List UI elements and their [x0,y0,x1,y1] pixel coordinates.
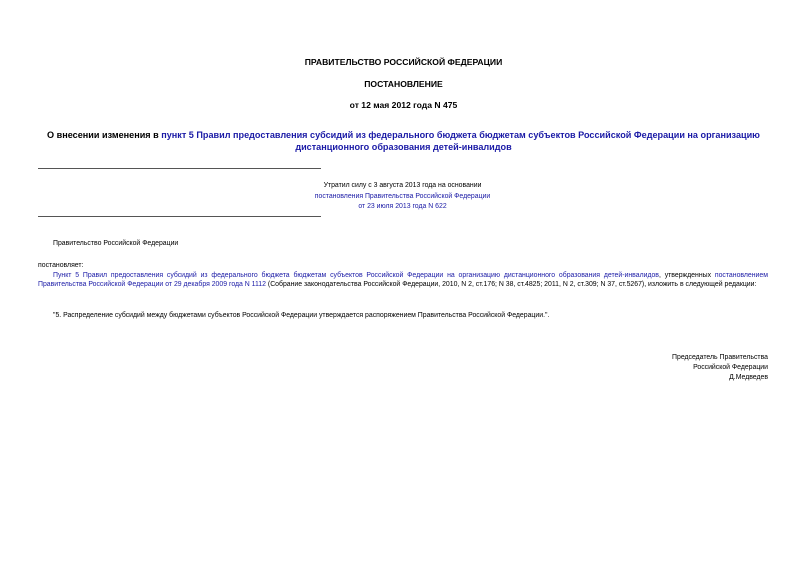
title-link[interactable]: пункт 5 Правил предоставления субсидий из федерального бюджета бюджетам субъектов Российской Федерации на организацию дистанционного образования детей-инвалидов [161,130,760,152]
amendment-paragraph [38,271,768,290]
divider-bottom [38,216,321,217]
signature-title: Председатель Правительства [672,354,768,361]
paragraph-rules-link[interactable]: Пункт 5 Правил предоставления субсидий из федерального бюджета бюджетам субъектов Российской Федерации на организацию дистанционного образования детей-инвалидов [53,272,659,279]
lost-force-line1: Утратил силу с 3 августа 2013 года на основании [323,182,482,189]
paragraph-text-approved: , утвержденных [658,272,715,279]
paragraph-text-rest: (Собрание законодательства Российской Федерации, 2010, N 2, ст.176; N 38, ст.4825; 2011, N 2, ст.309; N 37, ст.5267), изложить в следующей редакции: [265,281,757,289]
document-date-number: от 12 мая 2012 года N 475 [349,100,458,110]
signature-org: Российской Федерации [693,364,768,371]
lost-force-decree-link[interactable]: постановления Правительства Российской Федерации [314,193,491,200]
government-label: Правительство Российской Федерации [53,240,179,247]
decrees-label: постановляет: [38,262,84,269]
government-heading: ПРАВИТЕЛЬСТВО РОССИЙСКОЙ ФЕДЕРАЦИИ [304,57,503,67]
divider-top [38,168,321,169]
document-title [40,130,767,153]
lost-force-date-link[interactable]: от 23 июля 2013 года N 622 [358,203,447,210]
title-prefix: О внесении изменения в [47,130,162,140]
new-wording-paragraph: "5. Распределение субсидий между бюджетами субъектов Российской Федерации утверждается распоряжением Правительства Российской Федерации.". [53,312,550,319]
paragraph-decree-link[interactable]: постановлением Правительства Российской Федерации от 29 декабря 2009 года N 1112 [38,272,768,289]
signature-name: Д.Медведев [729,374,768,381]
document-type: ПОСТАНОВЛЕНИЕ [364,79,443,89]
